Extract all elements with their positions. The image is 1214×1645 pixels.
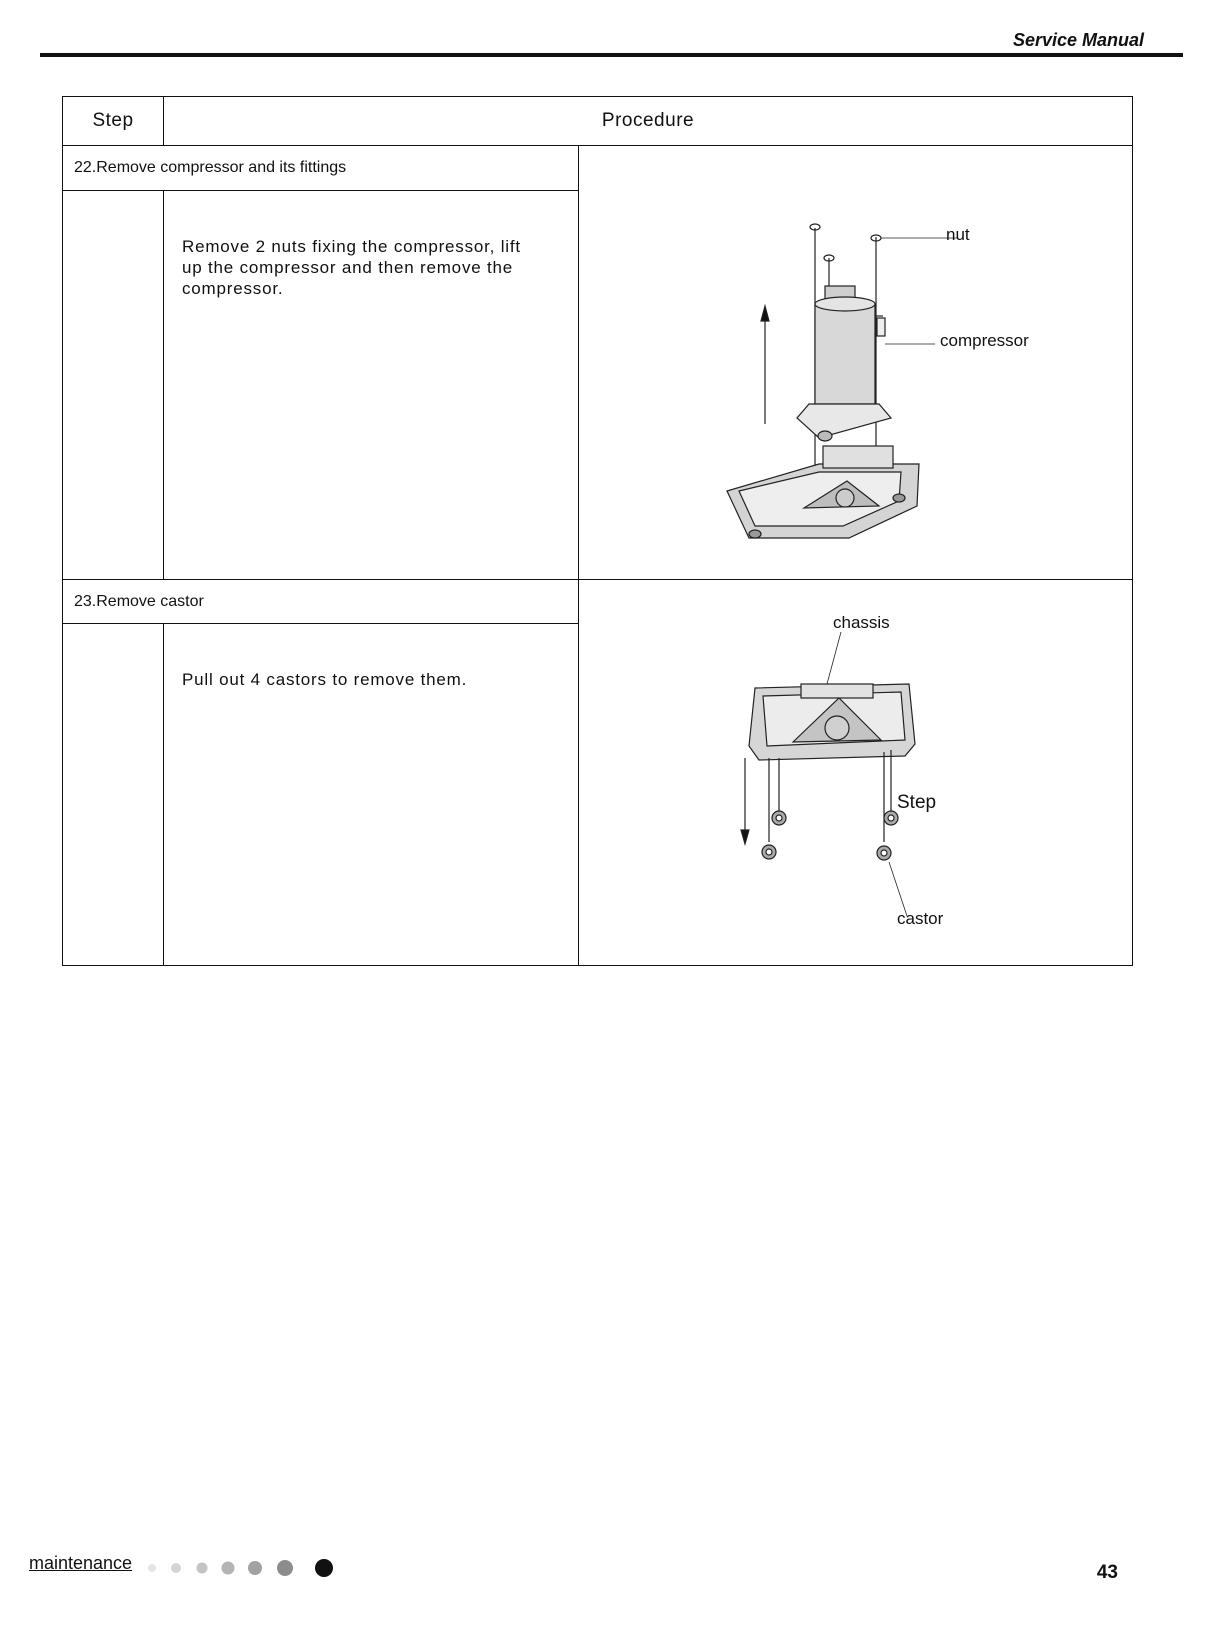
castor-icon — [884, 811, 898, 825]
chassis-icon — [727, 446, 919, 538]
footer-section-label: maintenance — [29, 1553, 133, 1573]
header-rule — [40, 53, 1183, 57]
compressor-icon — [797, 286, 891, 441]
step-23-title: 23.Remove castor — [63, 580, 579, 624]
up-arrow-icon — [761, 306, 769, 321]
step-23-description: Pull out 4 castors to remove them. — [164, 624, 579, 966]
table-header-row — [63, 97, 1133, 146]
page-header-title: Service Manual — [1012, 30, 1144, 50]
step-22-description: Remove 2 nuts fixing the compressor, lift up the compressor and then remove the compressor. — [164, 190, 579, 579]
castor-removal-diagram — [579, 580, 1133, 965]
footer-progress-dots — [146, 1553, 356, 1583]
compressor-removal-diagram — [579, 146, 1133, 579]
castor-icon — [772, 811, 786, 825]
chassis-label: chassis — [833, 613, 890, 632]
table-row — [63, 580, 1133, 624]
castor-icon — [877, 846, 891, 860]
table-row — [63, 146, 1133, 191]
chassis-icon — [749, 684, 915, 760]
step-22-empty-cell — [63, 190, 164, 579]
compressor-label: compressor — [940, 331, 1029, 350]
page-number: 43 — [1096, 1562, 1118, 1583]
step-22-title: 22.Remove compressor and its fittings — [63, 146, 579, 191]
castor-icon — [762, 845, 776, 859]
down-arrow-icon — [741, 830, 749, 844]
column-header-procedure: Procedure — [164, 97, 1133, 146]
step-label: Step — [897, 792, 937, 813]
step-22-figure-cell — [579, 146, 1133, 580]
castor-label: castor — [897, 909, 944, 928]
step-23-figure-cell — [579, 580, 1133, 966]
column-header-step: Step — [63, 97, 164, 146]
nut-label: nut — [946, 225, 970, 244]
procedure-table — [62, 96, 1133, 966]
step-23-empty-cell — [63, 624, 164, 966]
